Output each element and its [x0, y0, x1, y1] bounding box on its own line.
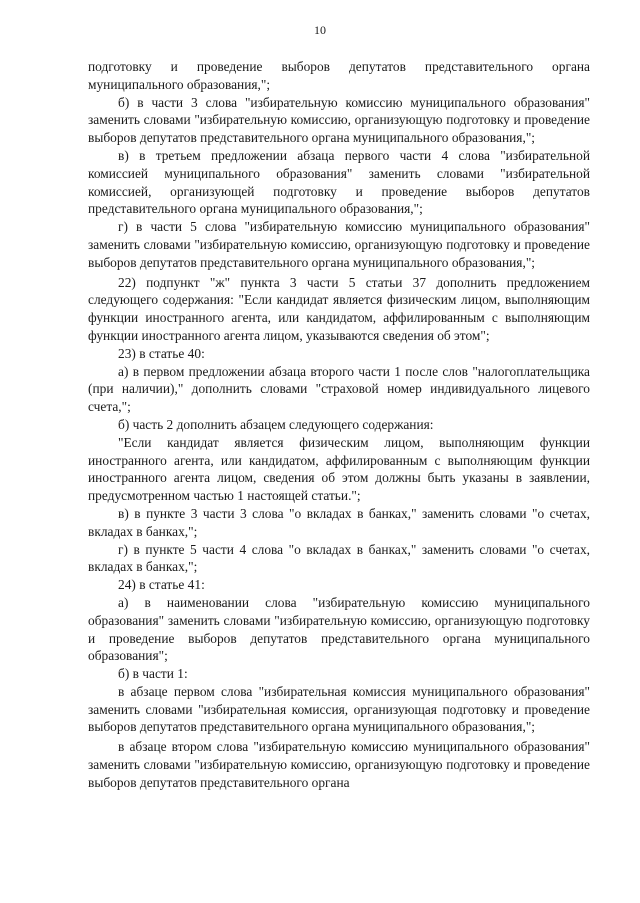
- paragraph: а) в первом предложении абзаца второго части 1 после слов "налогоплательщика (при наличии)," дополнить словами "страховой номер индивидуального лицевого счета,";: [88, 363, 590, 415]
- paragraph: б) в части 3 слова "избирательную комиссию муниципального образования" заменить словами "избирательную комиссию, организующую подготовку и проведение выборов депутатов представительного органа муниципального образования,";: [88, 94, 590, 146]
- paragraph: 22) подпункт "ж" пункта 3 части 5 статьи 37 дополнить предложением следующего содержания: "Если кандидат является физическим лицом, выполняющим функции иностранного агента, или кандидатом, аффилированным с выполняющим функции иностранного агента лицом, указываются сведения об этом";: [88, 274, 590, 343]
- paragraph: в) в третьем предложении абзаца первого части 4 слова "избирательной комиссией муниципального образования" заменить словами "избирательной комиссией, организующей подготовку и проведение выборов депутатов представительного органа муниципального образования,";: [88, 147, 590, 217]
- paragraph: 24) в статье 41:: [118, 577, 205, 593]
- paragraph: а) в наименовании слова "избирательную комиссию муниципального образования" заменить словами "избирательную комиссию, организующую подготовку и проведение выборов депутатов представительного органа муниципального образования";: [88, 594, 590, 664]
- paragraph: б) в части 1:: [118, 666, 188, 682]
- paragraph: г) в части 5 слова "избирательную комиссию муниципального образования" заменить словами "избирательную комиссию, организующую подготовку и проведение выборов депутатов представительного органа муниципального образования,";: [88, 219, 590, 270]
- paragraph: г) в пункте 5 части 4 слова "о вкладах в банках," заменить словами "о счетах, вкладах в банках,";: [88, 541, 590, 575]
- paragraph: б) часть 2 дополнить абзацем следующего содержания:: [118, 416, 434, 432]
- paragraph: в абзаце втором слова "избирательную комиссию муниципального образования" заменить словами "избирательную комиссию, организующую подготовку и проведение выборов депутатов представительного органа: [88, 739, 590, 790]
- paragraph: 23) в статье 40:: [118, 345, 205, 361]
- paragraph: подготовку и проведение выборов депутатов представительного органа муниципального образования,";: [88, 59, 590, 92]
- page-number: 10: [314, 23, 326, 37]
- paragraph: в абзаце первом слова "избирательная комиссия муниципального образования" заменить словами "избирательная комиссия, организующая подготовку и проведение выборов депутатов представительного органа муниципального образования,";: [88, 683, 590, 735]
- document-body: [88, 58, 590, 792]
- paragraph: "Если кандидат является физическим лицом, выполняющим функции иностранного агента, или кандидатом, аффилированным с выполняющим функции иностранного агента лицом, сведения об этом должны быть указаны в заявлении, предусмотренном частью 1 настоящей статьи.";: [88, 434, 590, 504]
- paragraph: в) в пункте 3 части 3 слова "о вкладах в банках," заменить словами "о счетах, вкладах в банках,";: [88, 505, 590, 539]
